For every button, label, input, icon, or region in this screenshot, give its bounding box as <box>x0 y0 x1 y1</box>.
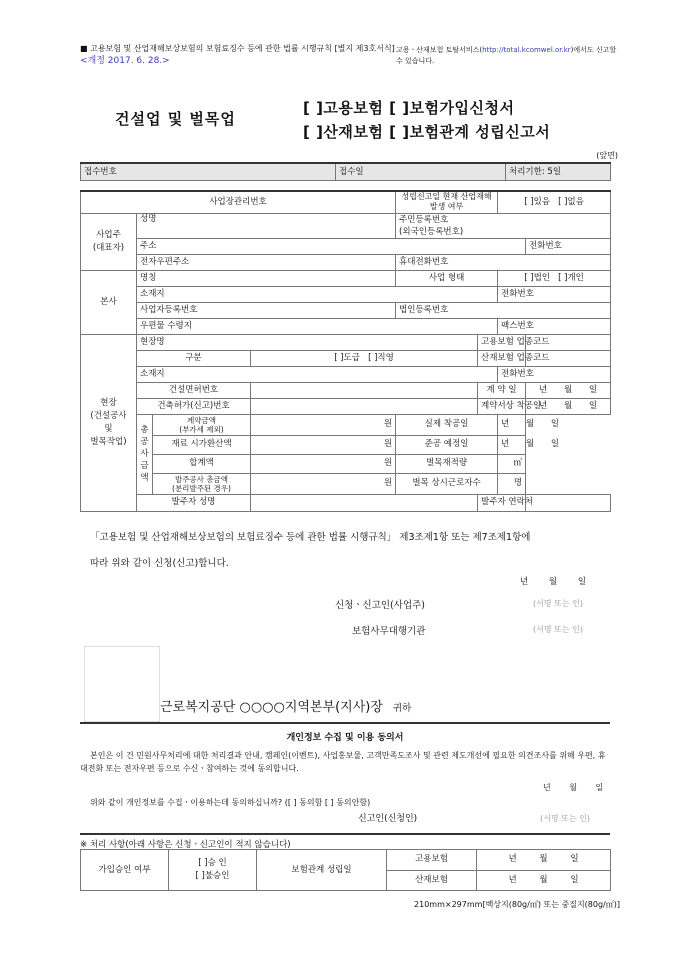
biz-type-options[interactable] <box>498 270 611 286</box>
permit-no-label: 건축허가(신고)번호 <box>137 398 251 414</box>
employer-mobile-label[interactable]: 휴대전화번호 <box>396 254 611 270</box>
privacy-sign-hint[interactable]: (서명 또는 인) <box>540 814 590 823</box>
privacy-divider <box>80 722 610 724</box>
month-unit: 월 <box>539 874 548 885</box>
contract-amount-label <box>153 414 251 435</box>
privacy-date[interactable]: 년 월 일 <box>543 783 604 792</box>
logging-workers-field[interactable]: 명 <box>498 473 526 494</box>
employer-name-label[interactable]: 성명 <box>137 213 396 238</box>
day-unit: 일 <box>588 400 598 411</box>
contract-start-label: 계약서상 착공일 <box>478 398 526 414</box>
receipt-date-label: 접수일 <box>336 163 506 181</box>
material-price-field[interactable]: 원 <box>251 435 396 454</box>
addressee-suffix: 귀하 <box>392 703 412 714</box>
receipt-table <box>80 162 611 181</box>
contract-amount-text: 계약금액 <box>187 415 216 425</box>
completion-label: 준공 예정일 <box>396 435 498 454</box>
sep-order-text: (분리발주된 경우) <box>172 483 231 493</box>
permit-no-field[interactable] <box>251 398 478 414</box>
disaster-question-text: 성립신고일 현재 산업재해 발생 여부 <box>401 192 492 212</box>
applicant-label: 신청ㆍ신고인(사업주) <box>335 600 426 611</box>
processing-period: 처리기한: 5일 <box>506 163 611 181</box>
service-note-prefix: 고용ㆍ산재보험 토탈서비스( <box>396 46 483 54</box>
resident-no-field[interactable] <box>396 213 611 238</box>
option-indiv[interactable]: [ ]개인 <box>558 272 584 283</box>
month-unit: 월 <box>563 384 573 395</box>
disaster-options[interactable] <box>498 191 611 213</box>
acc-ins-code-label: 산재보험 업종코드 <box>478 350 526 366</box>
day-unit: 일 <box>570 854 579 865</box>
declaration-line-2: 따라 위와 같이 신청(신고)합니다. <box>90 558 229 569</box>
employer-sub: (대표자) <box>92 242 125 253</box>
disaster-question <box>396 191 498 213</box>
orderer-contact-field[interactable] <box>526 494 611 511</box>
site-text: 현장 <box>100 397 117 408</box>
acc-ins-label: 산재보험 <box>387 870 477 891</box>
head-office-label: 본사 <box>81 270 137 334</box>
option-yes[interactable]: [ ]있음 <box>524 196 550 207</box>
option-no[interactable]: [ ]없음 <box>558 196 584 207</box>
receipt-number-label: 접수번호 <box>81 163 336 181</box>
application-date[interactable]: 년 월 일 <box>520 577 587 587</box>
license-no-label: 건설면허번호 <box>137 382 251 398</box>
employer-email-label[interactable]: 전자우편주소 <box>137 254 396 270</box>
corp-reg-no-label[interactable]: 법인등록번호 <box>396 302 611 318</box>
option-contract[interactable]: [ ]도급 <box>334 352 360 363</box>
foreign-no-label: (외국인등록번호) <box>399 226 464 237</box>
application-form-table <box>80 190 611 512</box>
orderer-name-field[interactable] <box>251 494 478 511</box>
biz-type-label: 사업 형태 <box>396 270 498 286</box>
day-unit: 일 <box>588 384 598 395</box>
site-name-label[interactable]: 현장명 <box>137 334 478 350</box>
month-unit: 월 <box>563 400 573 411</box>
company-name-label[interactable]: 명칭 <box>137 270 396 286</box>
site-sub-3: 벌목작업) <box>90 436 127 447</box>
agency-label: 보험사무대행기관 <box>352 626 426 637</box>
actual-start-field[interactable] <box>498 414 560 435</box>
head-office-location-label[interactable]: 소재지 <box>137 286 498 302</box>
form-title-left: 건설업 및 벌목업 <box>115 110 236 128</box>
day-unit: 일 <box>570 874 579 885</box>
acc-ins-date[interactable] <box>477 870 611 891</box>
timber-field[interactable]: ㎥ <box>498 454 526 473</box>
day-unit: 일 <box>550 419 560 429</box>
resident-no-label: 주민등록번호 <box>399 214 449 225</box>
stamp-box <box>84 646 160 722</box>
contract-date-label: 계 약 일 <box>478 382 526 398</box>
revision-date: <개정 2017. 6. 28.> <box>80 56 170 66</box>
site-mgmt-no-label: 사업장관리번호 <box>81 191 396 213</box>
mail-place-label[interactable]: 우편물 수령지 <box>137 318 498 334</box>
emp-ins-code-label: 고용보험 업종코드 <box>478 334 526 350</box>
month-unit: 월 <box>525 419 535 429</box>
contract-start-field[interactable] <box>526 398 611 414</box>
approval-options[interactable] <box>169 850 257 891</box>
paper-size-note: 210mm×297mm[백상지(80g/㎡) 또는 중질지(80g/㎡)] <box>414 900 620 909</box>
established-label: 보험관계 성립일 <box>257 850 387 891</box>
title-line-2: [ ]산재보험 [ ]보험관계 성립신고서 <box>303 123 551 141</box>
option-rejected[interactable]: [ ]불승인 <box>195 871 230 881</box>
addressee <box>160 696 411 715</box>
privacy-body: 본인은 이 건 민원사무처리에 대한 처리결과 안내, 캠페인(이벤트), 사업홍보물, 고객만족도조사 및 관련 제도개선에 필요한 의견조사를 위해 우편, 휴대전화 또는 전자우편 등으로 수신ㆍ참여하는 것에 동의합니다. <box>80 751 606 773</box>
contract-date-field[interactable] <box>526 382 611 398</box>
ordered-total-label <box>153 473 251 494</box>
year-unit: 년 <box>501 419 510 429</box>
completion-field[interactable] <box>498 435 560 454</box>
addressee-name: 근로복지공단 ○○○○지역본부(지사)장 <box>160 700 383 715</box>
privacy-title: 개인정보 수집 및 이용 동의서 <box>286 733 404 743</box>
actual-start-label: 실제 착공일 <box>396 414 498 435</box>
logging-workers-label: 벌목 상시근로자수 <box>396 473 498 494</box>
employer-text: 사업주 <box>96 229 121 240</box>
service-note-suffix: )에서도 신고할 수 있습니다. <box>396 46 617 65</box>
option-direct[interactable]: [ ]직영 <box>368 352 394 363</box>
biz-reg-no-label[interactable]: 사업자등록번호 <box>137 302 396 318</box>
contract-amount-field[interactable]: 원 <box>251 414 396 435</box>
year-unit: 년 <box>508 854 517 865</box>
employer-phone-label[interactable]: 전화번호 <box>526 238 611 254</box>
year-unit: 년 <box>501 439 510 449</box>
month-unit: 월 <box>539 854 548 865</box>
approval-label: 가입승인 여부 <box>81 850 169 891</box>
emp-ins-date[interactable] <box>477 850 611 871</box>
law-reference: ■ 고용보험 및 산업재해보상보험의 보험료징수 등에 관한 법률 시행규칙 [별지 제3호서식] <box>80 44 395 53</box>
processing-note: ※ 처리 사항(아래 사항은 신청ㆍ신고인이 적지 않습니다) <box>80 833 610 850</box>
privacy-question[interactable]: 위와 같이 개인정보를 수집ㆍ이용하는데 동의하십니까? ([ ] 동의함 [ ] 동의안함) <box>90 798 371 807</box>
declaration-line-1: 「고용보험 및 산업재해보상보험의 보험료징수 등에 관한 법률 시행규칙」 제3조제1항 또는 제7조제1항에 <box>90 532 531 543</box>
service-link[interactable]: http://total.kcomwel.or.kr <box>482 46 571 54</box>
site-sub-1: (건설공사 <box>90 410 127 421</box>
month-unit: 월 <box>525 439 535 449</box>
employer-label <box>81 213 137 270</box>
fax-label[interactable]: 팩스번호 <box>498 318 611 334</box>
division-options[interactable] <box>251 350 478 366</box>
form-title-right <box>303 96 550 144</box>
sum-field[interactable]: 원 <box>251 454 396 473</box>
online-service-note <box>396 45 621 67</box>
form-header <box>80 43 395 67</box>
material-price-label: 재료 시가환산액 <box>153 435 251 454</box>
division-label: 구분 <box>137 350 251 366</box>
sum-label: 합계액 <box>153 454 251 473</box>
head-office-phone-label[interactable]: 전화번호 <box>498 286 611 302</box>
emp-ins-label: 고용보험 <box>387 850 477 871</box>
agency-sign-hint[interactable]: (서명 또는 인) <box>533 625 583 634</box>
ordered-total-text: 발주공사 총금액 <box>174 474 229 484</box>
option-approved[interactable]: [ ]승 인 <box>198 858 227 868</box>
total-amount-label: 총 공 사 금 액 <box>137 414 153 494</box>
front-page-label: (앞면) <box>596 151 618 160</box>
vat-excl-text: (부가세 제외) <box>179 424 224 434</box>
option-corp[interactable]: [ ]법인 <box>524 272 550 283</box>
ordered-total-field[interactable]: 원 <box>251 473 396 494</box>
title-line-1: [ ]고용보험 [ ]보험가입신청서 <box>303 99 515 117</box>
declaration-text <box>90 525 610 577</box>
site-phone-label[interactable]: 전화번호 <box>498 366 611 382</box>
orderer-name-label: 발주자 성명 <box>137 494 251 511</box>
employer-address-label[interactable]: 주소 <box>137 238 526 254</box>
year-unit: 년 <box>539 400 548 411</box>
day-unit: 일 <box>550 439 560 449</box>
orderer-contact-label: 발주자 연락처 <box>478 494 526 511</box>
site-location-label[interactable]: 소재지 <box>137 366 498 382</box>
timber-label: 벌목재적량 <box>396 454 498 473</box>
applicant-sign-hint[interactable]: (서명 또는 인) <box>533 599 583 608</box>
privacy-signer: 신고인(신청인) <box>358 814 418 824</box>
site-sub-2: 및 <box>104 423 113 434</box>
processing-table <box>80 849 611 891</box>
year-unit: 년 <box>508 874 517 885</box>
site-label <box>81 334 137 511</box>
license-no-field[interactable] <box>251 382 478 398</box>
year-unit: 년 <box>539 384 548 395</box>
